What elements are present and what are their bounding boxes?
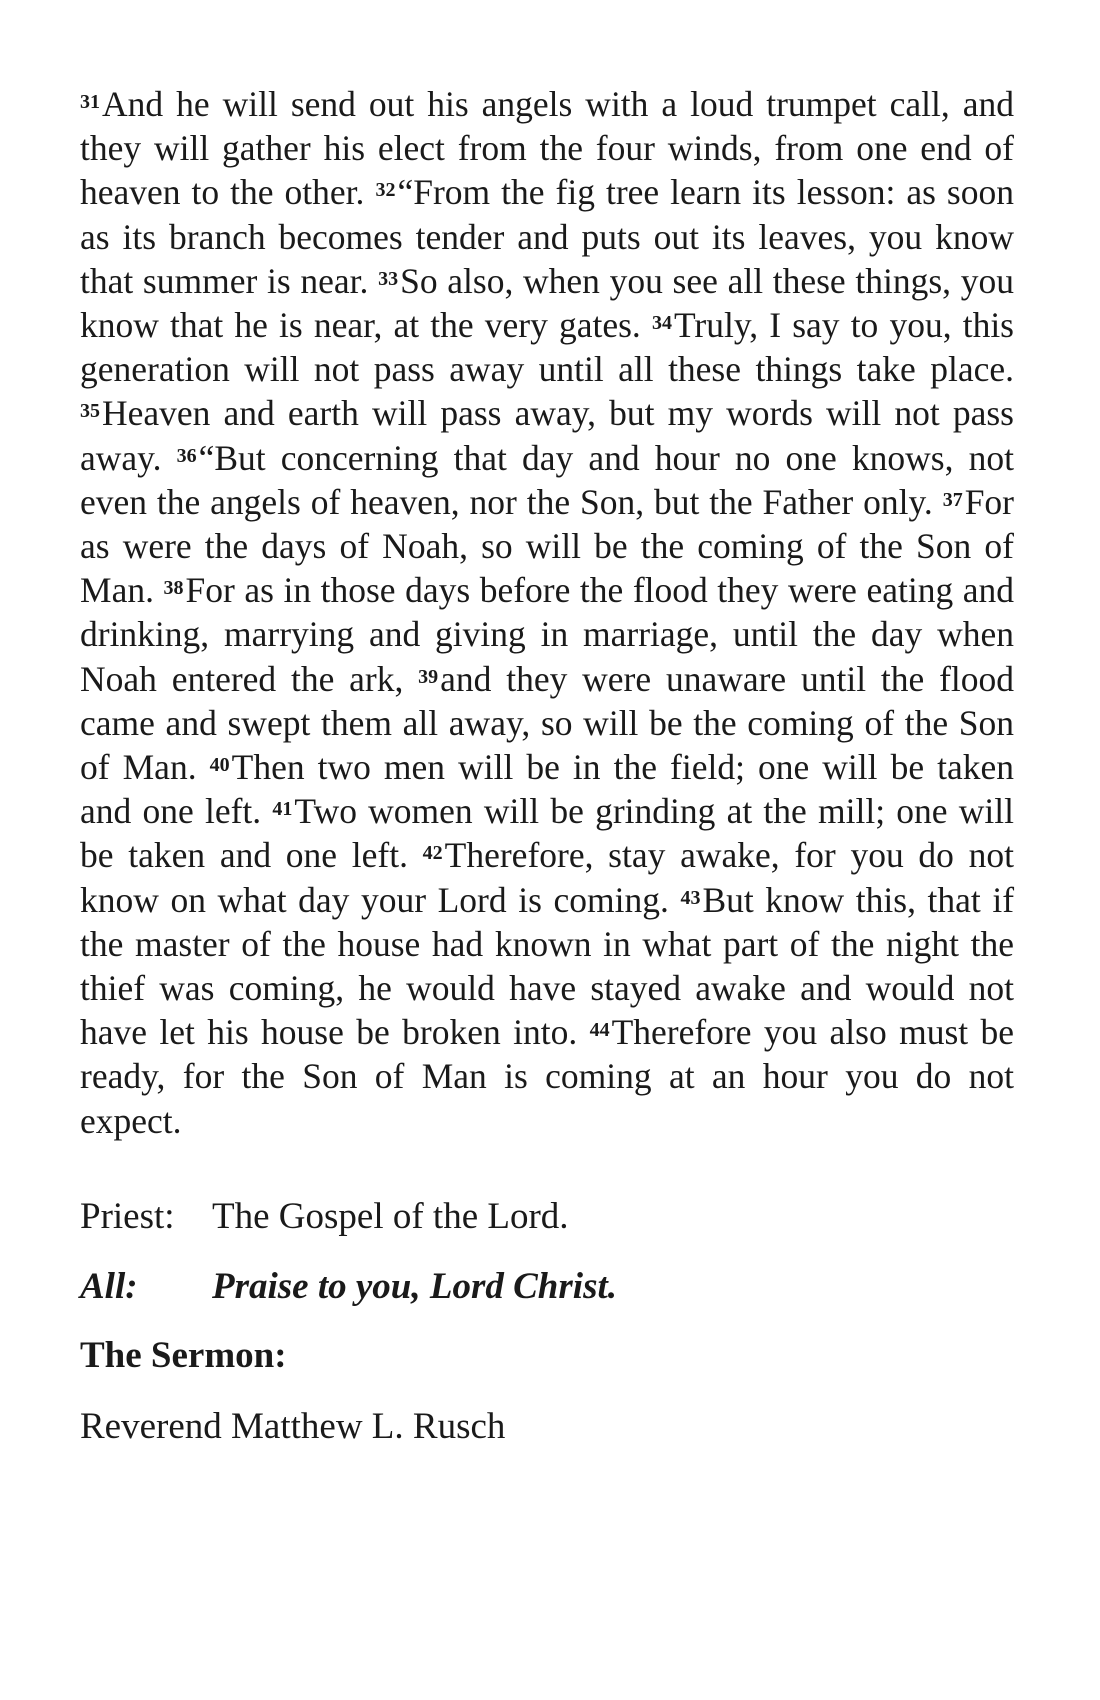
verse-number: 37: [942, 488, 963, 511]
priest-response: [80, 1195, 1014, 1239]
verse-number: 34: [651, 312, 672, 335]
verse-text: Therefore you also must be ready, for the Son of Man is coming at an hour you do not expect.: [80, 1012, 1015, 1141]
verse-number: 40: [209, 754, 230, 777]
verse-number: 41: [272, 798, 293, 821]
bulletin-page: [80, 82, 1014, 1449]
verse-text: Heaven and earth will pass away, but my words will not pass away.: [80, 393, 1014, 478]
congregation-response: [80, 1265, 1014, 1309]
verse-text: “But concerning that day and hour no one knows, not even the angels of heaven, nor the Son, but the Father only.: [80, 437, 1014, 522]
verse-number: 44: [589, 1019, 610, 1042]
speaker-label: Priest:: [80, 1195, 175, 1237]
speaker-label: All:: [80, 1265, 138, 1307]
verse-number: 39: [418, 665, 439, 688]
verse-number: 31: [80, 91, 100, 113]
verse-number: 35: [80, 400, 100, 423]
verse-number: 42: [422, 842, 443, 865]
verse-text: And he will send out his angels with a loud trumpet call, and they will gather his elect from the four winds, from one end of heaven to the other.: [80, 84, 1014, 213]
verse-number: 33: [378, 267, 399, 290]
verse-text: Two women will be grinding at the mill; one will be taken and one left.: [80, 791, 1014, 876]
verse-text: So also, when you see all these things, you know that he is near, at the very gates.: [80, 260, 1014, 346]
verse-text: Then two men will be in the field; one will be taken and one left.: [80, 747, 1015, 832]
verse-text: For as were the days of Noah, so will be the coming of the Son of Man.: [80, 481, 1015, 611]
verse-text: “From the fig tree learn its lesson: as soon as its branch becomes tender and puts out its leaves, you know that summer is near.: [80, 172, 1014, 301]
verse-number: 36: [176, 444, 197, 467]
verse-number: 32: [375, 179, 396, 202]
verse-text: Therefore, stay awake, for you do not know on what day your Lord is coming.: [80, 835, 1014, 920]
sermon-heading: The Sermon:: [80, 1334, 287, 1376]
verse-number: 38: [163, 577, 184, 600]
response-line: The Gospel of the Lord.: [212, 1195, 569, 1237]
verse-text: But know this, that if the master of the house had known in what part of the night the thief was coming, he would have stayed awake and would not have let his house be broken into.: [80, 879, 1015, 1053]
gospel-reading: [80, 82, 1014, 1143]
response-line: Praise to you, Lord Christ.: [212, 1265, 617, 1307]
verse-text: For as in those days before the flood they were eating and drinking, marrying and giving in marriage, until the day when Noah entered the ark,: [80, 570, 1014, 699]
verse: [80, 438, 1014, 522]
verse-number: 43: [680, 886, 701, 909]
preacher-name: Reverend Matthew L. Rusch: [80, 1405, 506, 1447]
verse-text: Truly, I say to you, this generation will not pass away until all these things take place.: [80, 305, 1014, 390]
verse-text: and they were unaware until the flood came and swept them all away, so will be the coming of the Son of Man.: [80, 658, 1014, 788]
